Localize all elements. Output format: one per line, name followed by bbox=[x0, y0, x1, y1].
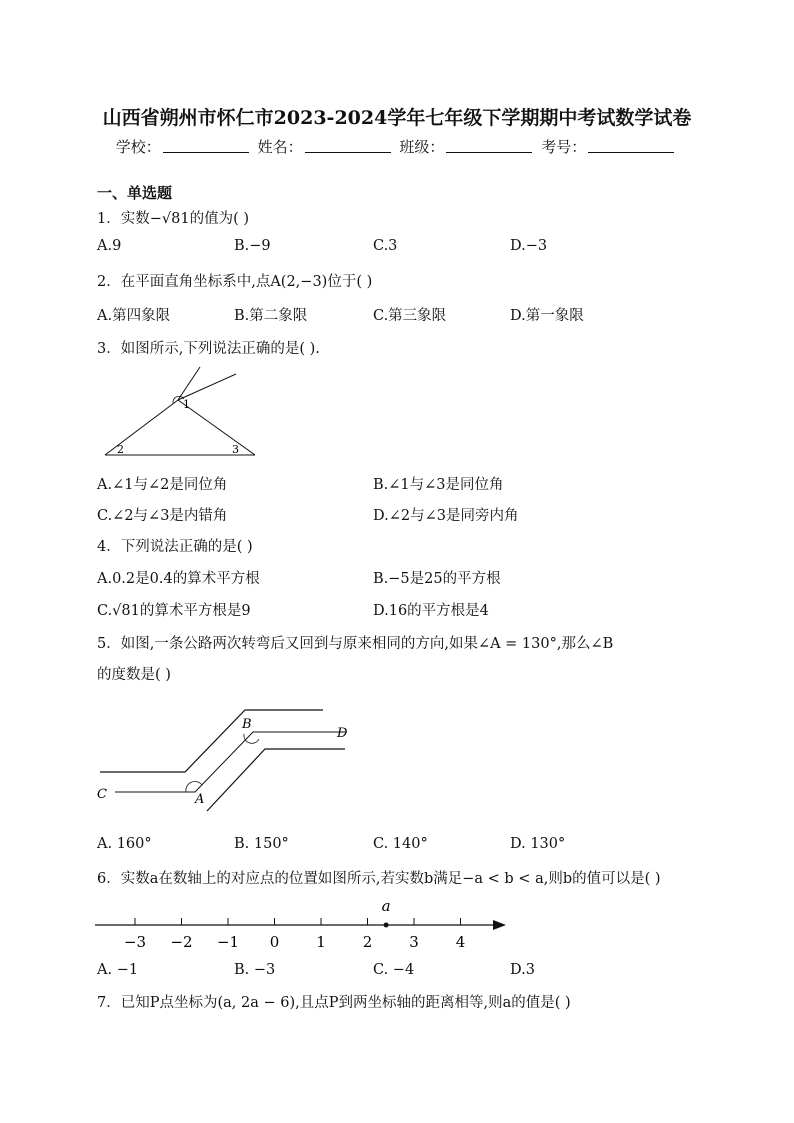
q1-option-a: A.9 bbox=[97, 238, 122, 254]
q6-number-line bbox=[95, 895, 515, 955]
q4-option-a: A.0.2是0.4的算术平方根 bbox=[97, 571, 260, 587]
q6-tick-label: −1 bbox=[216, 933, 240, 951]
q1-option-d: D.−3 bbox=[510, 238, 548, 254]
number-label: 考号： bbox=[541, 138, 587, 156]
q5-label-b: B bbox=[242, 717, 252, 732]
question-6-stem: 6．实数a在数轴上的对应点的位置如图所示,若实数b满足−a < b < a,则b的值可以是( ) bbox=[97, 871, 661, 887]
student-info-line bbox=[0, 136, 794, 157]
question-5-stem: 5．如图,一条公路两次转弯后又回到与原来相同的方向,如果∠A = 130°,那么∠B bbox=[97, 636, 614, 652]
school-label: 学校： bbox=[115, 138, 161, 156]
q5-label-d: D bbox=[337, 726, 348, 741]
number-blank bbox=[588, 138, 674, 153]
q2-option-b: B.第二象限 bbox=[234, 308, 308, 324]
q6-tick-label: −3 bbox=[123, 933, 147, 951]
q6-label-a: a bbox=[381, 897, 391, 915]
q2-option-d: D.第一象限 bbox=[510, 308, 584, 324]
q6-tick-label: 4 bbox=[455, 933, 466, 951]
question-4-stem: 4．下列说法正确的是( ) bbox=[97, 539, 253, 555]
q5-option-d: D. 130° bbox=[510, 836, 566, 852]
q3-option-a: A.∠1与∠2是同位角 bbox=[97, 477, 228, 493]
q3-option-d: D.∠2与∠3是同旁内角 bbox=[373, 508, 519, 524]
school-blank bbox=[163, 138, 249, 153]
question-5-stem-cont: 的度数是( ) bbox=[97, 667, 171, 683]
q4-option-c: C.√81的算术平方根是9 bbox=[97, 603, 251, 619]
question-7-stem: 7．已知P点坐标为(a, 2a − 6),且点P到两坐标轴的距离相等,则a的值是( ) bbox=[97, 995, 571, 1011]
q6-tick-label: 0 bbox=[269, 933, 280, 951]
q3-label-3: 3 bbox=[232, 443, 239, 456]
page-title: 山西省朔州市怀仁市2023-2024学年七年级下学期期中考试数学试卷 bbox=[102, 107, 692, 129]
q4-option-d: D.16的平方根是4 bbox=[373, 603, 489, 619]
q2-option-c: C.第三象限 bbox=[373, 308, 447, 324]
q5-label-c: C bbox=[97, 787, 107, 802]
q3-angle-figure bbox=[95, 365, 265, 465]
q3-option-c: C.∠2与∠3是内错角 bbox=[97, 508, 228, 524]
q5-option-b: B. 150° bbox=[234, 836, 289, 852]
section-heading: 一、单选题 bbox=[97, 184, 173, 202]
question-1-stem: 1．实数−√81的值为( ) bbox=[97, 211, 249, 227]
q5-option-a: A. 160° bbox=[97, 836, 152, 852]
q3-label-1: 1 bbox=[183, 398, 190, 411]
q6-tick-label: 2 bbox=[362, 933, 373, 951]
q5-label-a: A bbox=[195, 792, 205, 807]
q1-option-b: B.−9 bbox=[234, 238, 271, 254]
q4-option-b: B.−5是25的平方根 bbox=[373, 571, 501, 587]
class-label: 班级： bbox=[399, 138, 445, 156]
q6-tick-label: 1 bbox=[316, 933, 326, 951]
q1-option-c: C.3 bbox=[373, 238, 398, 254]
question-3-stem: 3．如图所示,下列说法正确的是( ). bbox=[97, 341, 320, 357]
name-label: 姓名： bbox=[257, 138, 303, 156]
q6-tick-label: −2 bbox=[170, 933, 193, 951]
q6-option-b: B. −3 bbox=[234, 962, 276, 978]
q3-label-2: 2 bbox=[117, 443, 124, 456]
q6-option-c: C. −4 bbox=[373, 962, 415, 978]
q6-option-d: D.3 bbox=[510, 962, 535, 978]
name-blank bbox=[305, 138, 391, 153]
q5-road-figure bbox=[95, 700, 355, 820]
q3-option-b: B.∠1与∠3是同位角 bbox=[373, 477, 504, 493]
question-2-stem: 2．在平面直角坐标系中,点A(2,−3)位于( ) bbox=[97, 274, 373, 290]
q2-option-a: A.第四象限 bbox=[97, 308, 171, 324]
q6-option-a: A. −1 bbox=[97, 962, 139, 978]
q5-option-c: C. 140° bbox=[373, 836, 428, 852]
q6-tick-label: 3 bbox=[409, 933, 419, 951]
class-blank bbox=[446, 138, 532, 153]
q6-point-a bbox=[384, 923, 389, 928]
